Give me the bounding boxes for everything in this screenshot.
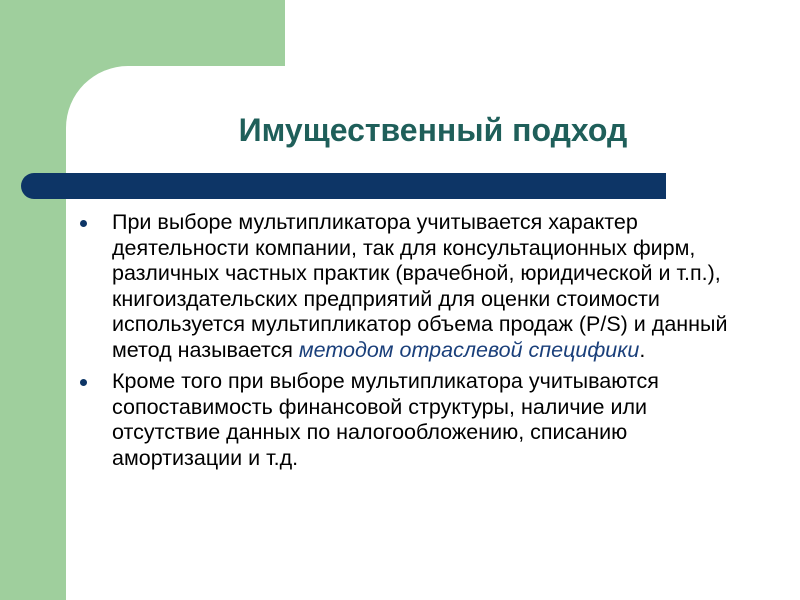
bullet-emphasis: методом отраслевой специфики	[298, 337, 640, 362]
slide-title: Имущественный подход	[238, 112, 628, 148]
title-divider-bar	[21, 173, 666, 199]
top-white-band	[285, 0, 800, 66]
bullet-item	[78, 369, 738, 471]
bullet-item	[78, 210, 738, 363]
bullet-list	[78, 210, 738, 477]
bullet-dot-icon	[80, 379, 87, 386]
bullet-dot-icon	[80, 220, 87, 227]
bullet-text: При выборе мультипликатора учитывается характер деятельности компании, так для консультационных фирм, различных частных практик (врачебной, юридической и т.п.), книгоиздательских предприятий для оценки стоимости используется мультипликатор объема продаж (P/S) и данный метод называется	[112, 210, 728, 362]
bullet-text-end: .	[639, 337, 646, 362]
bullet-text: Кроме того при выборе мультипликатора учитываются сопоставимость финансовой структуры, наличие или отсутствие данных по налогообложению, списанию амортизации и т.д.	[112, 369, 659, 470]
corner-green-block	[0, 0, 285, 66]
